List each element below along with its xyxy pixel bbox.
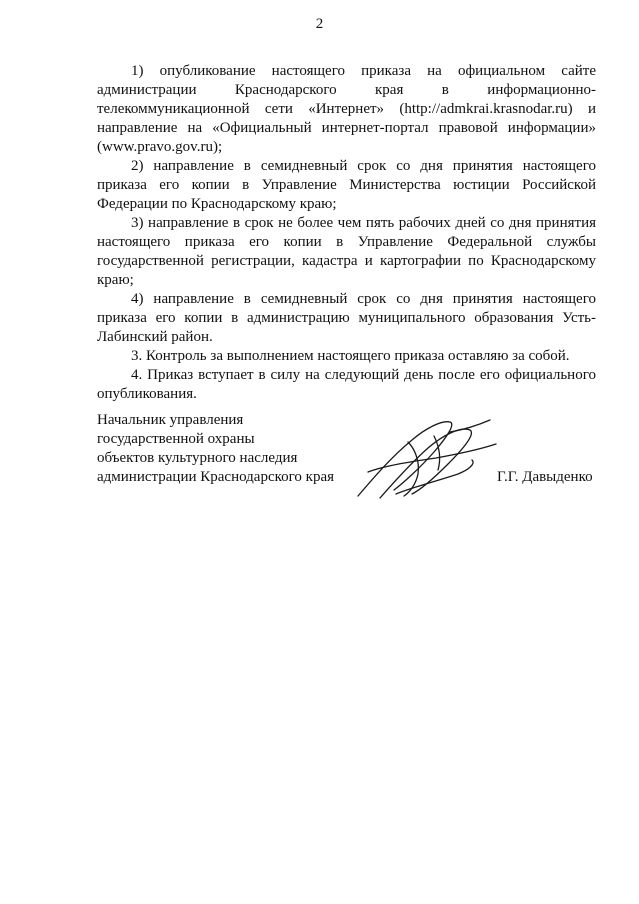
paragraph-control: 3. Контроль за выполнением настоящего приказа оставляю за собой.	[131, 348, 570, 364]
paragraph-entry-into-force: 4. Приказ вступает в силу на следующий день после его официального опубликования.	[97, 367, 596, 402]
signer-title-line: администрации Краснодарского края	[97, 469, 335, 485]
signer-title-block	[97, 411, 357, 487]
handwritten-signature	[350, 412, 500, 504]
paragraph-publication: 1) опубликование настоящего приказа на официальном сайте администрации Краснодарского края в информационно-телекоммуникационной сети «Интернет» (http://admkrai.krasnodar.ru) и направление на «Официальный интернет-портал правовой информации» (www.pravo.gov.ru);	[97, 63, 596, 155]
paragraph-ministry-justice: 2) направление в семидневный срок со дня принятия настоящего приказа его копии в Управление Министерства юстиции Российской Федерации по Краснодарскому краю;	[97, 158, 596, 212]
page-number: 2	[315, 16, 324, 32]
signer-title-line: государственной охраны	[97, 431, 255, 447]
signer-title-line: объектов культурного наследия	[97, 450, 298, 466]
signer-title-line: Начальник управления	[97, 412, 244, 428]
paragraph-municipality: 4) направление в семидневный срок со дня принятия настоящего приказа его копии в администрацию муниципального образования Усть-Лабинский район.	[97, 291, 596, 345]
signer-name: Г.Г. Давыденко	[497, 469, 593, 485]
order-body	[97, 62, 596, 404]
paragraph-rosreestr: 3) направление в срок не более чем пять рабочих дней со дня принятия настоящего приказа его копии в Управление Федеральной службы государственной регистрации, кадастра и картографии по Краснодарскому краю;	[97, 215, 596, 288]
